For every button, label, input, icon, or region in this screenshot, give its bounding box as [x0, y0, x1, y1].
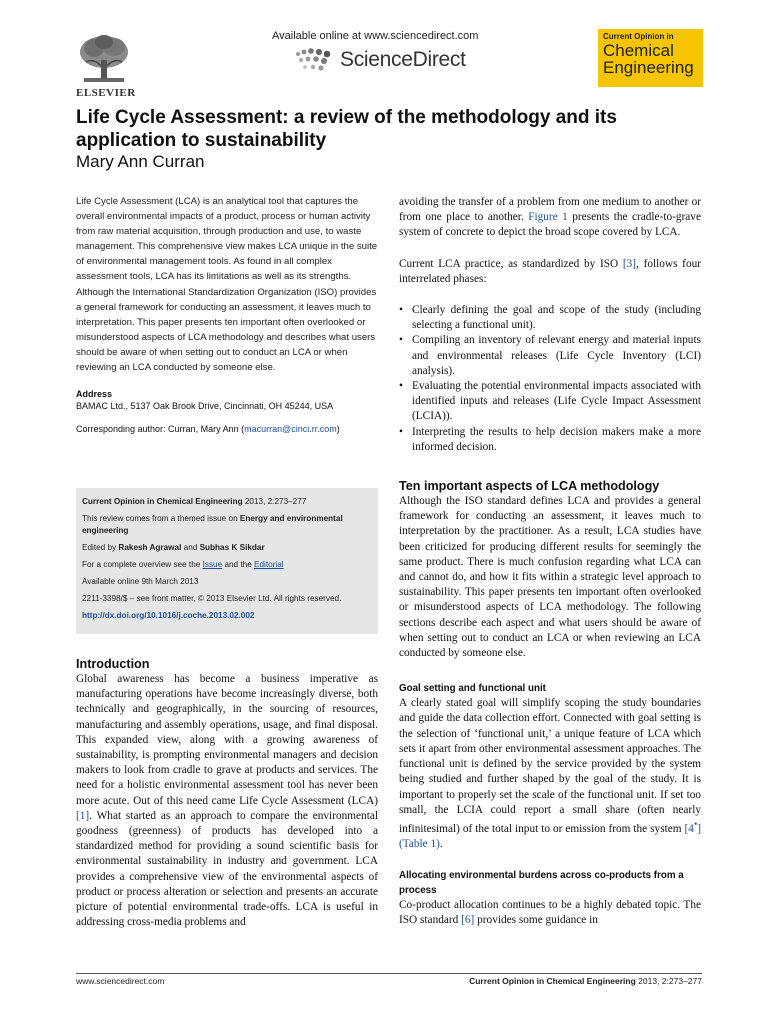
introduction-section — [76, 656, 378, 930]
themed-issue-name: Energy and environmental engineering — [82, 514, 343, 535]
goal-text-b: . — [439, 837, 443, 850]
footer-website[interactable]: www.sciencedirect.com — [76, 976, 165, 986]
ref-4-number: [4 — [684, 822, 694, 835]
page-header — [76, 26, 702, 99]
overview-and: and the — [222, 560, 255, 569]
address-heading: Address — [76, 389, 113, 400]
info-copyright: 2211-3398/$ – see front matter, © 2013 Elsevier Ltd. All rights reserved. — [82, 594, 342, 603]
article-author: Mary Ann Curran — [76, 152, 205, 171]
lca-phases-list — [399, 303, 701, 455]
abstract-text: Life Cycle Assessment (LCA) is an analytical tool that captures the overall environmental impacts of a product, process or human activity from raw material acquisition, through production and use, to waste management. This comprehensive view makes LCA unique in the suite of environmental management tools. As found in all complex assessment tools, LCA has its limitations as well as its strengths. Although the International Standardization Organization (ISO) provides a general framework for conducting an assessment, it leaves much to interpretation. This paper presents ten important often overlooked or misunderstood aspects of LCA methodology and describes what users should be aware of when setting out to conduct an LCA or when reviewing an LCA conducted by someone else. — [76, 196, 378, 374]
goal-text-a: A clearly stated goal will simplify scoping the study boundaries and guide the data collection effort. Connected with goal setting is the selection of ‘functional unit,’ a unique feature of LCA which sets it apart from other environmental assessment approaches. The functional unit is defined by the service provided by the system being studied and further shaped by the goal of the study. It is important to properly set the scale of the functional unit. If set too small, the LCIA could report a small share (often nearly infinitesimal) of the total input to or emission from the system — [399, 697, 701, 835]
right-column — [399, 195, 701, 928]
publisher-logo-text: ELSEVIER — [76, 87, 136, 99]
intro-text-b: . What started as an approach to compare the environmental goodness (greenness) of products has developed into a standardized method for providing a sound scientific basis for environmental sustainability in industry and government. LCA provides a comprehensive view of the environmental aspects of product or process alteration or selection and presents an accurate picture of potential environmental trade-offs. LCA is useful in addressing cross-media problems and — [76, 809, 378, 929]
goal-setting-paragraph — [399, 696, 701, 852]
continued-a: avoiding the transfer of a problem from one medium to another or from one place to another. — [399, 196, 701, 224]
info-editors — [82, 542, 372, 554]
practice-b: , follows four interrelated phases: — [399, 257, 701, 285]
sciencedirect-wordmark: ScienceDirect — [340, 48, 466, 71]
list-item: • Compiling an inventory of relevant energy and material inputs and environmental releases (Life Cycle Inventory (LCI) analysis). — [399, 333, 701, 379]
info-citation: 2013, 2:273–277 — [242, 497, 307, 506]
list-item: • Evaluating the potential environmental impacts associated with identified inputs and releases (Life Cycle Impact Assessment (LCIA)). — [399, 379, 701, 425]
info-overview — [82, 559, 372, 571]
footer-divider — [76, 973, 702, 974]
corresponding-email-link[interactable]: macurran@cinci.rr.com — [244, 424, 337, 435]
list-item: • Clearly defining the goal and scope of the study (including selecting a functional unit). — [399, 303, 701, 333]
info-available-date: Available online 9th March 2013 — [82, 577, 199, 586]
editor-1: Rakesh Agrawal — [118, 543, 182, 552]
continued-b: presents the cradle-to-grave system of concrete to depict the broad scope covered by LCA. — [399, 211, 701, 239]
editor-2: Subhas K Sikdar — [199, 543, 265, 552]
journal-logo-name — [603, 42, 698, 76]
practice-paragraph — [399, 257, 701, 287]
article-info-box — [76, 488, 378, 634]
edited-and: and — [181, 543, 200, 552]
overview-prefix: For a complete overview see the — [82, 560, 203, 569]
ref-4-mark: • — [693, 819, 698, 830]
practice-a: Current LCA practice, as standardized by ISO — [399, 257, 623, 270]
ten-aspects-paragraph: Although the ISO standard defines LCA and provides a general framework for conducting an assessment, it leaves much to interpretation by the practitioner. As a result, LCA studies have been criticized for producing different results for seemingly the same product. There is much confusion regarding what LCA can and cannot do, and how it fits within a strategic level approach to sustainability. This paper presents ten important often overlooked or misunderstood aspects of LCA methodology. The following sections describe each aspect and what users should be aware of when setting out to conduct an LCA or when reviewing an LCA conducted by someone else. — [399, 495, 701, 660]
doi-link[interactable]: http://dx.doi.org/10.1016/j.coche.2013.02.002 — [82, 611, 255, 620]
intro-text-a: Global awareness has become a business imperative as manufacturing operations have become increasingly diverse, both technically and geographically, in the sourcing of resources, manufacturing and assembly operations, usage, and final disposal. This expanded view, along with a growing awareness of sustainability, is prompting environmental managers and decision makers to look from cradle to grave at products and services. The need for a holistic environmental assessment tool has never been more acute. Out of this need came Life Cycle Assessment (LCA) — [76, 673, 378, 807]
footer-journal-name: Current Opinion in Chemical Engineering — [469, 976, 636, 986]
journal-logo-line2: Engineering — [603, 58, 694, 77]
ten-aspects-heading: Ten important aspects of LCA methodology — [399, 479, 660, 494]
sciencedirect-dots-icon — [292, 46, 334, 74]
address-text: BAMAC Ltd., 5137 Oak Brook Drive, Cincinnati, OH 45244, USA — [76, 401, 334, 412]
edited-prefix: Edited by — [82, 543, 119, 552]
info-journal-name: Current Opinion in Chemical Engineering — [82, 497, 243, 506]
figure-1-link[interactable]: Figure 1 — [528, 211, 568, 224]
corresponding-prefix: Corresponding author: Curran, Mary Ann ( — [76, 424, 245, 435]
journal-logo-box — [598, 29, 703, 87]
table-1-link[interactable]: (Table 1) — [399, 837, 440, 850]
ref-3-link[interactable]: [3] — [622, 257, 637, 270]
article-title: Life Cycle Assessment: a review of the methodology and its application to sustainability — [76, 107, 617, 151]
allocating-heading: Allocating environmental burdens across co-products from a process — [399, 870, 684, 897]
info-themed-issue — [82, 513, 372, 537]
journal-logo-line1: Chemical — [603, 41, 674, 60]
sciencedirect-logo[interactable] — [292, 46, 466, 74]
issue-link[interactable]: Issue — [202, 560, 223, 569]
editorial-link[interactable]: Editorial — [254, 560, 284, 569]
elsevier-tree-logo — [76, 32, 132, 88]
info-journal-citation — [82, 496, 372, 508]
corresponding-suffix: ) — [336, 424, 340, 435]
allocating-paragraph — [399, 898, 701, 928]
goal-setting-heading: Goal setting and functional unit — [399, 683, 546, 695]
themed-prefix: This review comes from a themed issue on — [82, 514, 240, 523]
footer-citation-text: 2013, 2:273–277 — [635, 976, 702, 986]
introduction-heading: Introduction — [76, 657, 150, 671]
ref-6-link[interactable]: [6] — [461, 914, 475, 927]
ref-4-link[interactable] — [684, 819, 701, 835]
journal-logo-top-line: Current Opinion in — [603, 32, 674, 41]
ref-1-link[interactable]: [1] — [76, 809, 90, 822]
intro-continued-paragraph — [399, 195, 701, 241]
allocating-text-b: provides some guidance in — [474, 914, 598, 927]
allocating-text-a: Co-product allocation continues to be a highly debated topic. The ISO standard — [399, 899, 701, 927]
ref-4-close: ] — [697, 822, 701, 835]
footer-citation — [469, 976, 702, 986]
corresponding-author — [76, 424, 378, 434]
left-column-front-matter — [76, 194, 378, 434]
introduction-paragraph — [76, 672, 378, 930]
list-item: • Interpreting the results to help decision makers make a more informed decision. — [399, 425, 701, 455]
available-online-text: Available online at www.sciencedirect.com — [272, 30, 479, 42]
